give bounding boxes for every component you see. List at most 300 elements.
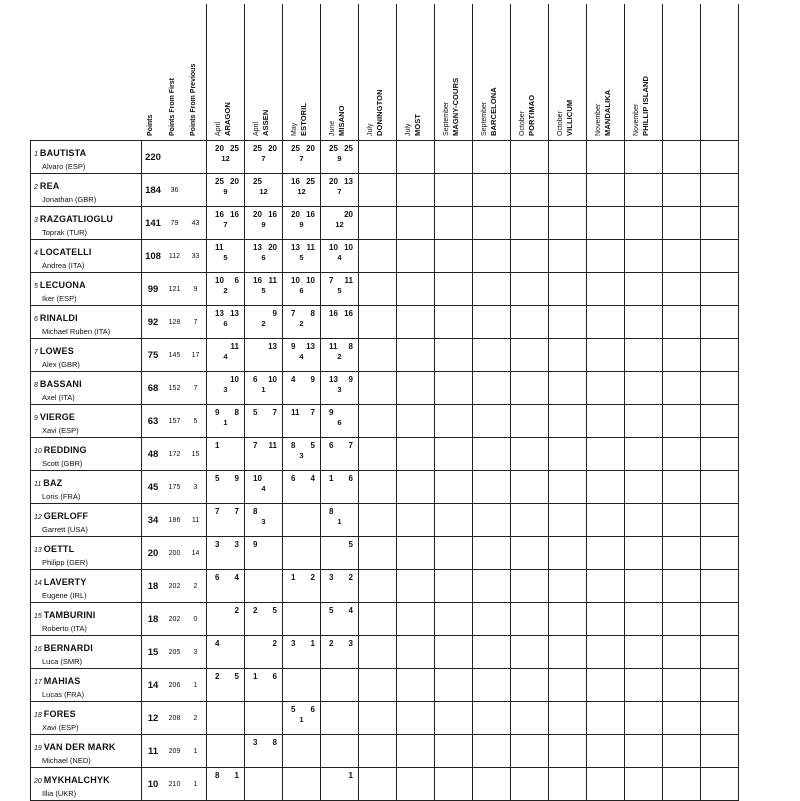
race2-points: 5 xyxy=(234,672,239,681)
rider-points: 10 xyxy=(142,768,165,801)
race2-points: 8 xyxy=(310,309,315,318)
round-header-label xyxy=(632,76,650,136)
round-result-cell xyxy=(397,141,435,174)
round-result-cell xyxy=(283,669,321,702)
round-circuit: PORTIMAO xyxy=(526,94,536,136)
round-result-cell xyxy=(701,603,739,636)
rider-points: 12 xyxy=(142,702,165,735)
rider-firstname-country: Scott (GBR) xyxy=(42,459,83,468)
round-result-cell xyxy=(207,471,245,504)
race2-points: 8 xyxy=(234,408,239,417)
race1-points: 3 xyxy=(215,540,220,549)
race2-points: 6 xyxy=(348,474,353,483)
round-result-cell xyxy=(473,273,511,306)
round-result-cell xyxy=(207,669,245,702)
round-header-label xyxy=(404,114,422,136)
round-result-cell xyxy=(511,504,549,537)
rider-points-from-first: 145 xyxy=(164,339,185,372)
round-result-cell xyxy=(625,603,663,636)
round-result-cell xyxy=(359,141,397,174)
round-result-cell xyxy=(549,438,587,471)
rider-surname: VAN DER MARK xyxy=(43,742,116,752)
rider-cell xyxy=(31,669,142,702)
standings-table xyxy=(30,4,739,801)
round-result-cell xyxy=(283,471,321,504)
rider-points: 11 xyxy=(142,735,165,768)
round-result-cell xyxy=(435,735,473,768)
round-result-cell xyxy=(397,273,435,306)
table-row xyxy=(31,735,739,768)
round-month: April xyxy=(214,121,222,136)
round-result-cell xyxy=(663,636,701,669)
round-result-cell xyxy=(321,504,359,537)
rider-surname: LOWES xyxy=(39,346,74,356)
race1-points: 20 xyxy=(291,210,300,219)
round-result-cell xyxy=(435,603,473,636)
superpole-points: 3 xyxy=(223,385,228,394)
race1-points: 1 xyxy=(291,573,296,582)
race1-points: 10 xyxy=(329,243,338,252)
round-result-cell xyxy=(663,141,701,174)
rider-position: 16 xyxy=(34,646,42,653)
round-result-cell xyxy=(321,240,359,273)
round-result-cell xyxy=(701,504,739,537)
round-result-cell xyxy=(397,174,435,207)
race1-points: 16 xyxy=(215,210,224,219)
rider-points-from-previous: 17 xyxy=(185,339,207,372)
round-result-cell xyxy=(663,669,701,702)
round-header-9 xyxy=(511,4,549,141)
race1-points: 11 xyxy=(215,243,224,252)
superpole-points: 12 xyxy=(335,220,344,229)
race1-points: 13 xyxy=(329,375,338,384)
superpole-points: 5 xyxy=(337,286,342,295)
race2-points: 10 xyxy=(268,375,277,384)
round-result-cell xyxy=(511,636,549,669)
round-result-cell xyxy=(625,372,663,405)
rider-points-from-previous: 3 xyxy=(185,636,207,669)
superpole-points: 3 xyxy=(299,451,304,460)
race1-points: 6 xyxy=(329,441,334,450)
round-result-cell xyxy=(359,174,397,207)
rider-points: 141 xyxy=(142,207,165,240)
round-result-cell xyxy=(283,636,321,669)
round-result-cell xyxy=(587,174,625,207)
round-header-4 xyxy=(321,4,359,141)
round-result-cell xyxy=(663,306,701,339)
rider-cell xyxy=(31,306,142,339)
round-result-cell xyxy=(511,273,549,306)
race1-points: 9 xyxy=(215,408,220,417)
rider-firstname-country: Garrett (USA) xyxy=(42,525,88,534)
points-header xyxy=(142,4,165,141)
round-result-cell xyxy=(473,537,511,570)
round-result-cell xyxy=(549,570,587,603)
round-result-cell xyxy=(511,438,549,471)
round-header-label xyxy=(366,89,384,136)
round-result-cell xyxy=(207,636,245,669)
round-result-cell xyxy=(435,306,473,339)
race2-points: 4 xyxy=(234,573,239,582)
round-result-cell xyxy=(359,372,397,405)
round-result-cell xyxy=(625,273,663,306)
table-row xyxy=(31,339,739,372)
round-result-cell xyxy=(701,471,739,504)
rider-points-from-first: 157 xyxy=(164,405,185,438)
round-result-cell xyxy=(207,273,245,306)
round-result-cell xyxy=(587,471,625,504)
race2-points: 20 xyxy=(268,144,277,153)
rider-position: 8 xyxy=(34,382,38,389)
rider-surname: LAVERTY xyxy=(43,577,87,587)
race2-points: 7 xyxy=(234,507,239,516)
round-header-label xyxy=(518,95,536,136)
race1-points: 13 xyxy=(215,309,224,318)
round-result-cell xyxy=(359,537,397,570)
round-result-cell xyxy=(663,471,701,504)
round-result-cell xyxy=(701,339,739,372)
round-result-cell xyxy=(625,471,663,504)
round-result-cell xyxy=(549,471,587,504)
superpole-points: 12 xyxy=(221,154,230,163)
race2-points: 2 xyxy=(348,573,353,582)
rider-cell xyxy=(31,207,142,240)
race1-points: 25 xyxy=(215,177,224,186)
round-result-cell xyxy=(511,537,549,570)
superpole-points: 9 xyxy=(299,220,304,229)
rider-position: 2 xyxy=(34,184,38,191)
table-row xyxy=(31,405,739,438)
round-result-cell xyxy=(511,207,549,240)
round-result-cell xyxy=(701,669,739,702)
race1-points: 11 xyxy=(329,342,338,351)
race1-points: 6 xyxy=(253,375,258,384)
round-result-cell xyxy=(283,372,321,405)
round-result-cell xyxy=(397,405,435,438)
round-result-cell xyxy=(701,570,739,603)
round-result-cell xyxy=(283,735,321,768)
race2-points: 16 xyxy=(268,210,277,219)
race1-points: 20 xyxy=(215,144,224,153)
round-result-cell xyxy=(473,438,511,471)
table-row xyxy=(31,207,739,240)
round-result-cell xyxy=(397,570,435,603)
round-result-cell xyxy=(549,372,587,405)
rider-points: 15 xyxy=(142,636,165,669)
round-header-8 xyxy=(473,4,511,141)
round-result-cell xyxy=(283,537,321,570)
race1-points: 25 xyxy=(253,177,262,186)
round-result-cell xyxy=(435,372,473,405)
superpole-points: 5 xyxy=(299,253,304,262)
round-result-cell xyxy=(245,636,283,669)
race2-points: 10 xyxy=(344,243,353,252)
race1-points: 25 xyxy=(291,144,300,153)
rider-cell xyxy=(31,141,142,174)
race2-points: 11 xyxy=(268,441,277,450)
rider-firstname-country: Roberto (ITA) xyxy=(42,624,87,633)
race2-points: 9 xyxy=(310,375,315,384)
round-result-cell xyxy=(511,603,549,636)
round-result-cell xyxy=(549,537,587,570)
round-result-cell xyxy=(549,339,587,372)
race2-points: 5 xyxy=(272,606,277,615)
round-result-cell xyxy=(549,306,587,339)
round-result-cell xyxy=(283,702,321,735)
rider-cell xyxy=(31,702,142,735)
rider-firstname-country: Alvaro (ESP) xyxy=(42,162,86,171)
table-row xyxy=(31,306,739,339)
rider-surname: OETTL xyxy=(43,544,75,554)
round-circuit: ASSEN xyxy=(260,109,270,136)
round-result-cell xyxy=(663,273,701,306)
race1-points: 6 xyxy=(215,573,220,582)
table-row xyxy=(31,504,739,537)
race2-points: 10 xyxy=(230,375,239,384)
round-result-cell xyxy=(511,702,549,735)
rider-points-from-first: 200 xyxy=(164,537,185,570)
round-result-cell xyxy=(397,636,435,669)
rider-points-from-first: 186 xyxy=(164,504,185,537)
rider-points-from-previous: 5 xyxy=(185,405,207,438)
rider-points-from-first: 128 xyxy=(164,306,185,339)
round-result-cell xyxy=(359,570,397,603)
round-result-cell xyxy=(473,735,511,768)
race1-points: 5 xyxy=(291,705,296,714)
round-result-cell xyxy=(511,306,549,339)
round-result-cell xyxy=(321,141,359,174)
race2-points: 10 xyxy=(306,276,315,285)
points-from-first-header xyxy=(164,4,185,141)
round-result-cell xyxy=(701,141,739,174)
round-result-cell xyxy=(359,669,397,702)
round-result-cell xyxy=(473,174,511,207)
rider-position: 20 xyxy=(34,778,42,785)
round-result-cell xyxy=(245,570,283,603)
round-result-cell xyxy=(397,438,435,471)
round-result-cell xyxy=(435,207,473,240)
superpole-points: 6 xyxy=(261,253,266,262)
race1-points: 5 xyxy=(329,606,334,615)
race2-points: 4 xyxy=(348,606,353,615)
superpole-points: 12 xyxy=(297,187,306,196)
rider-surname: RAZGATLIOGLU xyxy=(39,214,114,224)
race2-points: 3 xyxy=(234,540,239,549)
round-result-cell xyxy=(663,339,701,372)
round-header-13 xyxy=(663,4,701,141)
round-result-cell xyxy=(701,537,739,570)
round-result-cell xyxy=(321,471,359,504)
round-result-cell xyxy=(435,405,473,438)
round-result-cell xyxy=(245,372,283,405)
round-result-cell xyxy=(473,570,511,603)
race1-points: 8 xyxy=(253,507,258,516)
race1-points: 5 xyxy=(215,474,220,483)
round-result-cell xyxy=(511,735,549,768)
round-result-cell xyxy=(587,273,625,306)
superpole-points: 4 xyxy=(337,253,342,262)
rider-points: 18 xyxy=(142,603,165,636)
rider-header-blank xyxy=(31,4,142,141)
round-result-cell xyxy=(625,669,663,702)
round-circuit: PHILLIP ISLAND xyxy=(640,75,650,136)
superpole-points: 4 xyxy=(299,352,304,361)
race1-points: 1 xyxy=(329,474,334,483)
rider-position: 1 xyxy=(34,151,38,158)
round-result-cell xyxy=(359,504,397,537)
round-result-cell xyxy=(549,273,587,306)
table-row xyxy=(31,570,739,603)
round-result-cell xyxy=(283,438,321,471)
race1-points: 4 xyxy=(291,375,296,384)
round-month: September xyxy=(442,101,450,136)
race2-points: 9 xyxy=(234,474,239,483)
race2-points: 11 xyxy=(306,243,315,252)
round-result-cell xyxy=(473,504,511,537)
round-header-label xyxy=(290,103,308,136)
round-header-11 xyxy=(587,4,625,141)
header-row xyxy=(31,4,739,141)
round-result-cell xyxy=(701,636,739,669)
round-header-7 xyxy=(435,4,473,141)
round-result-cell xyxy=(245,504,283,537)
superpole-points: 1 xyxy=(261,385,266,394)
round-result-cell xyxy=(207,405,245,438)
race2-points: 6 xyxy=(272,672,277,681)
round-circuit: BARCELONA xyxy=(488,87,498,136)
rider-position: 12 xyxy=(34,514,42,521)
rider-points-from-previous: 3 xyxy=(185,471,207,504)
race2-points: 5 xyxy=(310,441,315,450)
rider-points-from-first xyxy=(164,141,185,174)
round-result-cell xyxy=(587,603,625,636)
rider-cell xyxy=(31,405,142,438)
rider-points: 108 xyxy=(142,240,165,273)
rider-cell xyxy=(31,570,142,603)
table-row xyxy=(31,141,739,174)
round-result-cell xyxy=(283,768,321,801)
round-result-cell xyxy=(397,306,435,339)
race1-points: 4 xyxy=(215,639,220,648)
rider-firstname-country: Axel (ITA) xyxy=(42,393,75,402)
round-result-cell xyxy=(625,702,663,735)
rider-position: 17 xyxy=(34,679,42,686)
race1-points: 13 xyxy=(291,243,300,252)
round-result-cell xyxy=(549,636,587,669)
rider-points-from-first: 175 xyxy=(164,471,185,504)
points-from-first-header-label: Points From First xyxy=(168,78,176,136)
round-result-cell xyxy=(435,669,473,702)
round-result-cell xyxy=(245,702,283,735)
rider-surname: LECUONA xyxy=(39,280,86,290)
round-result-cell xyxy=(245,438,283,471)
rider-firstname-country: Lucas (FRA) xyxy=(42,690,85,699)
round-result-cell xyxy=(701,174,739,207)
superpole-points: 6 xyxy=(299,286,304,295)
race2-points: 25 xyxy=(344,144,353,153)
round-result-cell xyxy=(321,372,359,405)
round-result-cell xyxy=(701,273,739,306)
round-header-2 xyxy=(245,4,283,141)
rider-points: 20 xyxy=(142,537,165,570)
race1-points: 20 xyxy=(253,210,262,219)
rider-points-from-first: 112 xyxy=(164,240,185,273)
round-result-cell xyxy=(321,273,359,306)
round-result-cell xyxy=(701,306,739,339)
round-result-cell xyxy=(435,174,473,207)
rider-points: 48 xyxy=(142,438,165,471)
superpole-points: 7 xyxy=(299,154,304,163)
round-result-cell xyxy=(663,768,701,801)
rider-points-from-previous: 2 xyxy=(185,570,207,603)
round-result-cell xyxy=(701,405,739,438)
round-result-cell xyxy=(663,240,701,273)
rider-points-from-first: 121 xyxy=(164,273,185,306)
round-result-cell xyxy=(663,570,701,603)
round-result-cell xyxy=(701,240,739,273)
round-result-cell xyxy=(397,207,435,240)
race1-points: 5 xyxy=(253,408,258,417)
superpole-points: 3 xyxy=(261,517,266,526)
rider-position: 18 xyxy=(34,712,42,719)
round-result-cell xyxy=(397,735,435,768)
rider-firstname-country: Loris (FRA) xyxy=(42,492,81,501)
round-result-cell xyxy=(207,504,245,537)
round-result-cell xyxy=(587,570,625,603)
round-result-cell xyxy=(397,768,435,801)
superpole-points: 7 xyxy=(261,154,266,163)
rider-surname: RINALDI xyxy=(39,313,78,323)
rider-firstname-country: Toprak (TUR) xyxy=(42,228,88,237)
rider-points-from-first: 172 xyxy=(164,438,185,471)
round-result-cell xyxy=(207,702,245,735)
round-result-cell xyxy=(701,372,739,405)
round-result-cell xyxy=(321,207,359,240)
round-circuit: MAGNY-COURS xyxy=(450,77,460,136)
race1-points: 7 xyxy=(329,276,334,285)
round-month: November xyxy=(594,103,602,136)
table-row xyxy=(31,603,739,636)
rider-surname: FORES xyxy=(43,709,76,719)
rider-points: 220 xyxy=(142,141,165,174)
round-result-cell xyxy=(663,603,701,636)
rider-points-from-first: 206 xyxy=(164,669,185,702)
rider-points: 75 xyxy=(142,339,165,372)
rider-points-from-first: 209 xyxy=(164,735,185,768)
rider-points-from-previous: 33 xyxy=(185,240,207,273)
round-result-cell xyxy=(207,438,245,471)
rider-firstname-country: Eugene (IRL) xyxy=(42,591,87,600)
race2-points: 25 xyxy=(230,144,239,153)
round-result-cell xyxy=(359,768,397,801)
race2-points: 6 xyxy=(234,276,239,285)
round-result-cell xyxy=(511,372,549,405)
round-result-cell xyxy=(663,702,701,735)
rider-cell xyxy=(31,504,142,537)
round-result-cell xyxy=(435,702,473,735)
round-result-cell xyxy=(283,504,321,537)
round-result-cell xyxy=(359,306,397,339)
round-result-cell xyxy=(207,339,245,372)
superpole-points: 5 xyxy=(223,253,228,262)
rider-surname: MYKHALCHYK xyxy=(43,775,110,785)
rider-cell xyxy=(31,240,142,273)
round-result-cell xyxy=(207,306,245,339)
round-result-cell xyxy=(701,735,739,768)
round-result-cell xyxy=(283,603,321,636)
rider-cell xyxy=(31,471,142,504)
table-row xyxy=(31,471,739,504)
